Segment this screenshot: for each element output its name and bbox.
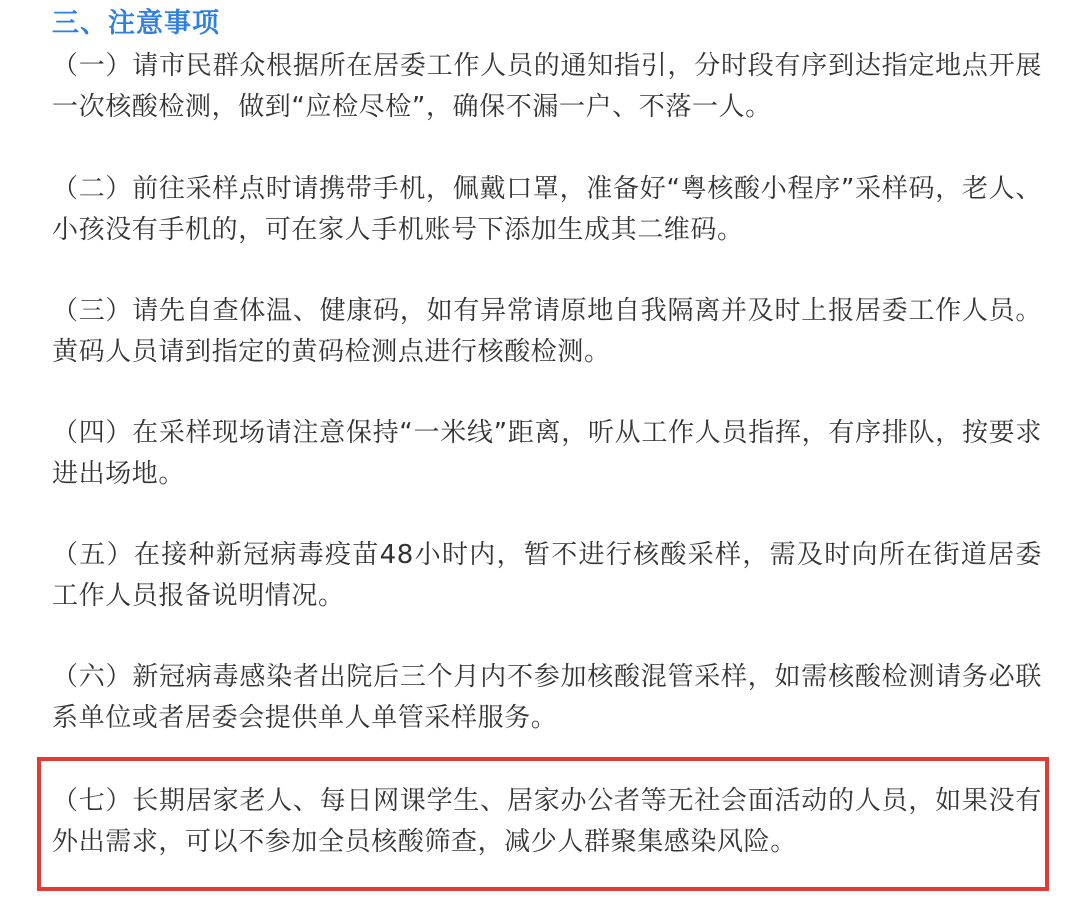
notice-item-4: （四）在采样现场请注意保持“一米线”距离，听从工作人员指挥，有序排队，按要求进出场地。: [52, 418, 1042, 489]
notice-item-2: （二）前往采样点时请携带手机，佩戴口罩，准备好“粤核酸小程序”采样码，老人、小孩没有手机的，可在家人手机账号下添加生成其二维码。: [52, 174, 1042, 245]
notice-item-3: （三）请先自查体温、健康码，如有异常请原地自我隔离并及时上报居委工作人员。黄码人员请到指定的黄码检测点进行核酸检测。: [52, 296, 1042, 367]
notice-item-1: （一）请市民群众根据所在居委工作人员的通知指引，分时段有序到达指定地点开展一次核酸检测，做到“应检尽检”，确保不漏一户、不落一人。: [52, 51, 1042, 122]
notice-item-6: （六）新冠病毒感染者出院后三个月内不参加核酸混管采样，如需核酸检测请务必联系单位或者居委会提供单人单管采样服务。: [52, 662, 1042, 733]
notice-item-5: （五）在接种新冠病毒疫苗48小时内，暂不进行核酸采样，需及时向所在街道居委工作人员报备说明情况。: [52, 540, 1042, 611]
section-title: 三、注意事项: [52, 8, 220, 39]
notice-item-7-highlighted: （七）长期居家老人、每日网课学生、居家办公者等无社会面活动的人员，如果没有外出需求，可以不参加全员核酸筛查，减少人群聚集感染风险。: [52, 786, 1042, 857]
